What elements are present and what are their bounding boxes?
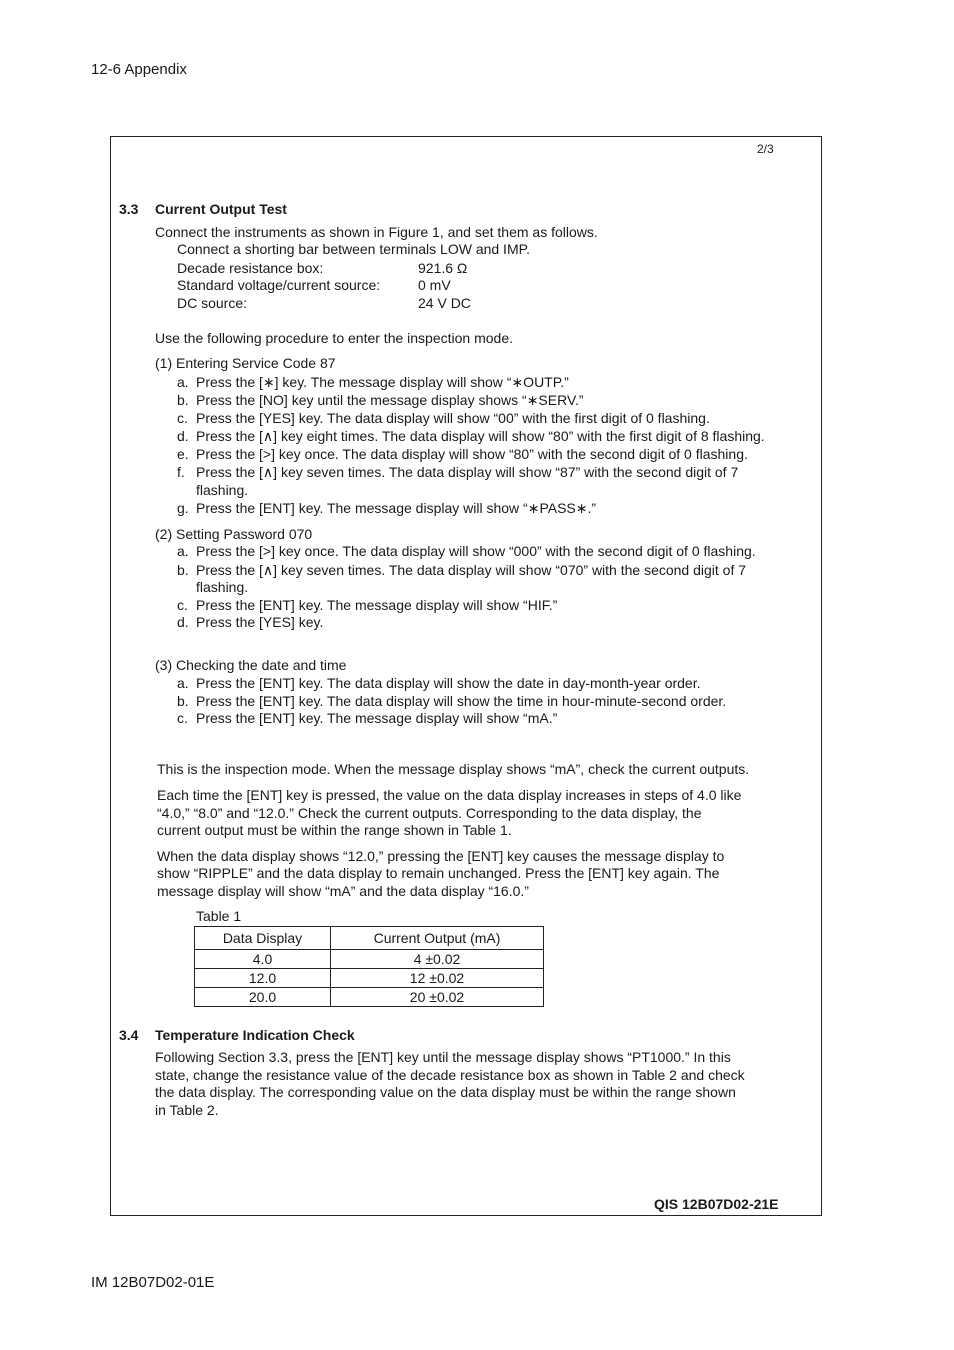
table-row: [195, 988, 544, 1007]
list-marker: e.: [177, 446, 189, 462]
table-header: Data Display: [195, 927, 331, 950]
setting-value: 0 mV: [418, 277, 451, 293]
step2-title: (2) Setting Password 070: [155, 526, 313, 542]
setting-label: Standard voltage/current source:: [177, 277, 381, 293]
s33-intro: Connect the instruments as shown in Figure 1, and set them as follows.: [155, 224, 598, 240]
paragraph-line: current output must be within the range shown in Table 1.: [157, 822, 512, 838]
list-marker: c.: [177, 410, 188, 426]
table-cell: 12 ±0.02: [331, 969, 544, 988]
list-item: Press the [ENT] key. The message display will show “∗PASS∗.”: [196, 500, 597, 516]
list-item: Press the [ENT] key. The message display will show “mA.”: [196, 710, 558, 726]
page-header: 12-6 Appendix: [91, 61, 187, 78]
paragraph-line: show “RIPPLE” and the data display to remain unchanged. Press the [ENT] key again. The: [157, 865, 720, 881]
paragraph-line: Each time the [ENT] key is pressed, the value on the data display increases in steps of 4.0 like: [157, 787, 742, 803]
list-item: Press the [ENT] key. The data display will show the time in hour-minute-second order.: [196, 693, 727, 709]
paragraph-line: Following Section 3.3, press the [ENT] key until the message display shows “PT1000.” In this: [155, 1049, 731, 1065]
s33-shorting: Connect a shorting bar between terminals LOW and IMP.: [177, 241, 531, 257]
list-item: Press the [>] key once. The data display will show “80” with the second digit of 0 flashing.: [196, 446, 748, 462]
paragraph-line: message display will show “mA” and the data display “16.0.”: [157, 883, 529, 899]
section-3-3-title: Current Output Test: [155, 201, 287, 217]
list-item: Press the [ENT] key. The data display will show the date in day-month-year order.: [196, 675, 701, 691]
table-1: [194, 926, 544, 1007]
table-cell: 20.0: [195, 988, 331, 1007]
table-caption: Table 1: [196, 908, 242, 924]
list-marker: a.: [177, 543, 189, 559]
list-marker: f.: [177, 464, 185, 480]
table-cell: 12.0: [195, 969, 331, 988]
list-marker: a.: [177, 675, 189, 691]
setting-value: 921.6 Ω: [418, 260, 468, 276]
list-marker: a.: [177, 374, 189, 390]
page-number: 2/3: [757, 142, 774, 156]
paragraph-line: When the data display shows “12.0,” pressing the [ENT] key causes the message display to: [157, 848, 725, 864]
table-cell: 4.0: [195, 950, 331, 969]
list-item-continuation: flashing.: [196, 482, 249, 498]
section-3-4-number: 3.4: [119, 1027, 139, 1043]
list-item: Press the [∧] key seven times. The data display will show “87” with the second digit of 7: [196, 464, 739, 480]
list-marker: d.: [177, 428, 189, 444]
list-item: Press the [∧] key seven times. The data display will show “070” with the second digit of 7: [196, 562, 747, 578]
list-marker: c.: [177, 597, 188, 613]
list-marker: d.: [177, 614, 189, 630]
list-item: Press the [NO] key until the message display shows “∗SERV.”: [196, 392, 584, 408]
paragraph-line: in Table 2.: [155, 1102, 219, 1118]
table-header-row: [195, 927, 544, 950]
list-item: Press the [∧] key eight times. The data display will show “80” with the first digit of 8 flashing.: [196, 428, 765, 444]
section-3-4-title: Temperature Indication Check: [155, 1027, 355, 1043]
document-id: QIS 12B07D02-21E: [654, 1196, 779, 1212]
paragraph-line: state, change the resistance value of the decade resistance box as shown in Table 2 and check: [155, 1067, 745, 1083]
list-marker: b.: [177, 562, 189, 578]
setting-label: DC source:: [177, 295, 248, 311]
list-item: Press the [∗] key. The message display will show “∗OUTP.”: [196, 374, 569, 390]
list-item: Press the [>] key once. The data display will show “000” with the second digit of 0 flashing.: [196, 543, 756, 559]
setting-value: 24 V DC: [418, 295, 471, 311]
table-header: Current Output (mA): [331, 927, 544, 950]
list-marker: b.: [177, 392, 189, 408]
step1-title: (1) Entering Service Code 87: [155, 355, 336, 371]
paragraph-line: “4.0,” “8.0” and “12.0.” Check the current outputs. Corresponding to the data display, the: [157, 805, 702, 821]
table-cell: 4 ±0.02: [331, 950, 544, 969]
list-item: Press the [YES] key.: [196, 614, 324, 630]
step3-title: (3) Checking the date and time: [155, 657, 347, 673]
section-3-3-number: 3.3: [119, 201, 139, 217]
table-cell: 20 ±0.02: [331, 988, 544, 1007]
list-marker: c.: [177, 710, 188, 726]
list-item: Press the [YES] key. The data display will show “00” with the first digit of 0 flashing.: [196, 410, 710, 426]
list-item: Press the [ENT] key. The message display will show “HIF.”: [196, 597, 558, 613]
paragraph-line: the data display. The corresponding value on the data display must be within the range shown: [155, 1084, 736, 1100]
setting-label: Decade resistance box:: [177, 260, 324, 276]
list-item-continuation: flashing.: [196, 579, 249, 595]
procedure-intro: Use the following procedure to enter the inspection mode.: [155, 330, 513, 346]
table-row: [195, 969, 544, 988]
page-footer: IM 12B07D02-01E: [91, 1274, 215, 1291]
list-marker: g.: [177, 500, 189, 516]
list-marker: b.: [177, 693, 189, 709]
paragraph-inspection-mode: This is the inspection mode. When the message display shows “mA”, check the current outputs.: [157, 761, 750, 777]
table-row: [195, 950, 544, 969]
